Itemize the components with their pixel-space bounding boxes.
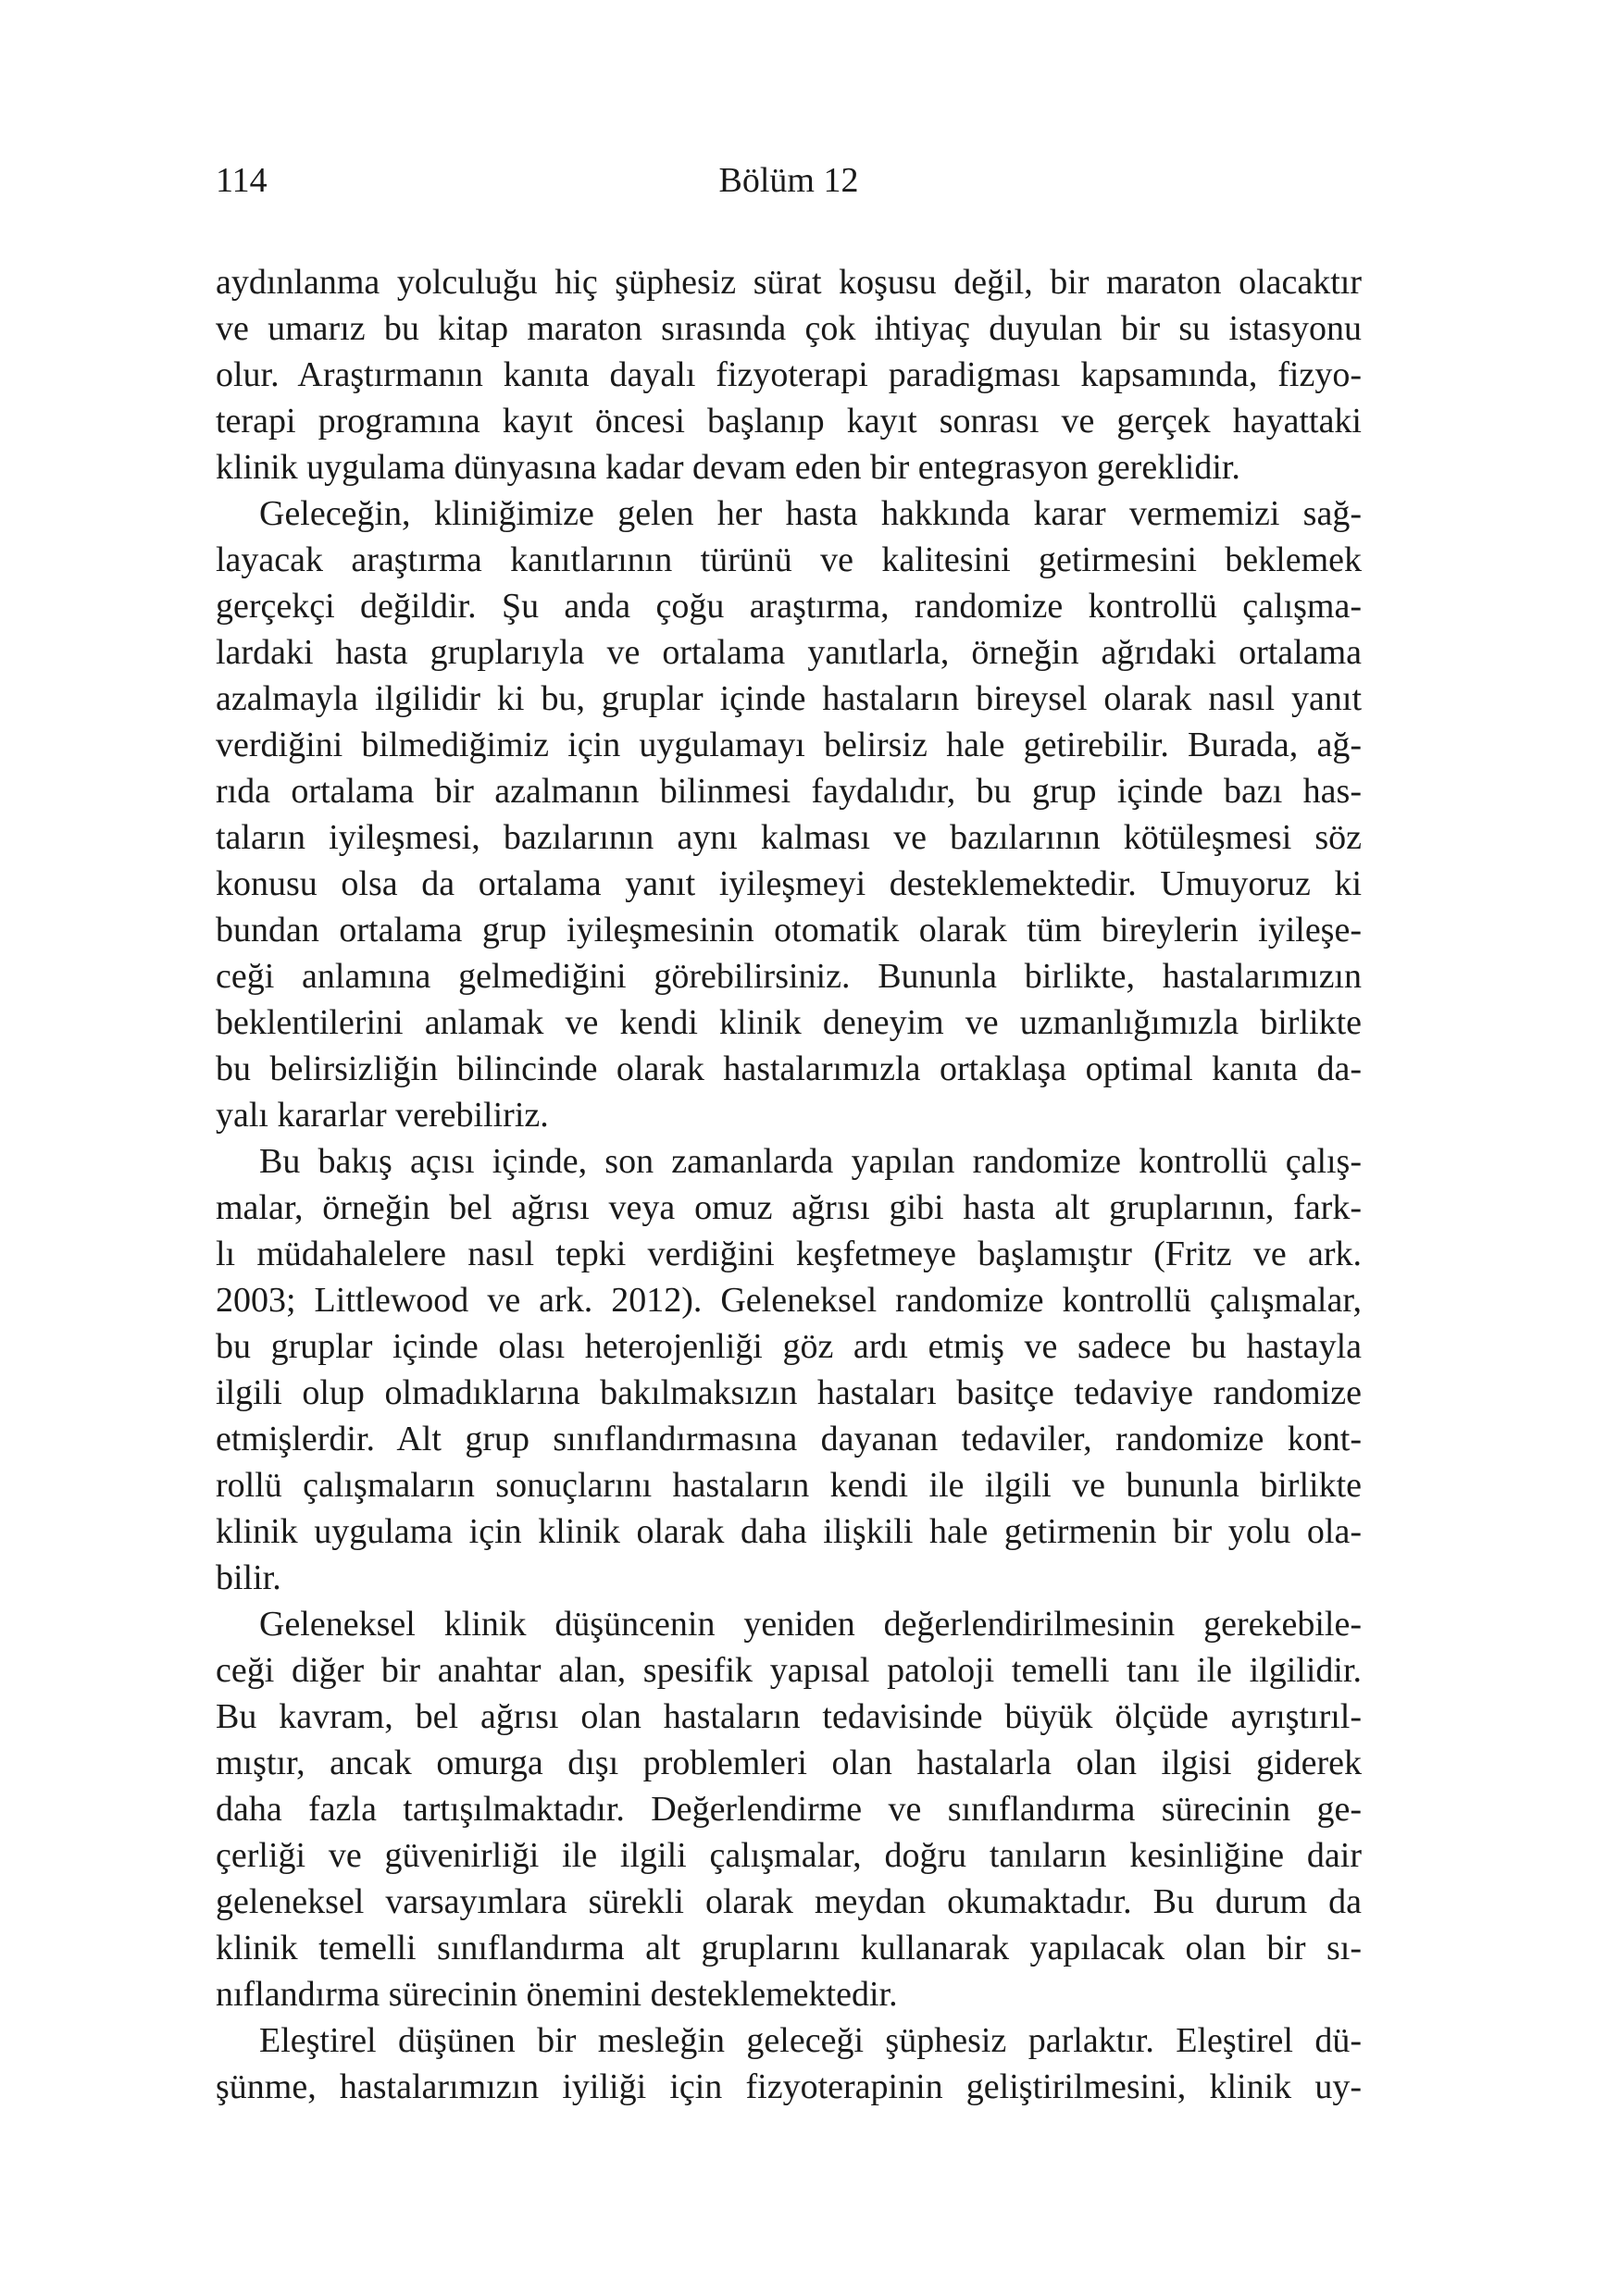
text-line: terapi programına kayıt öncesi başlanıp kayıt sonrası ve gerçek hayattaki bbox=[216, 402, 1362, 441]
text-line: rıda ortalama bir azalmanın bilinmesi faydalıdır, bu grup içinde bazı has- bbox=[216, 772, 1362, 811]
text-line: ceği diğer bir anahtar alan, spesifik yapısal patoloji temelli tanı ile ilgilidir. bbox=[216, 1651, 1362, 1690]
text-line: Bu bakış açısı içinde, son zamanlarda yapılan randomize kontrollü çalış- bbox=[259, 1142, 1362, 1181]
text-line: mıştır, ancak omurga dışı problemleri olan hastalarla olan ilgisi giderek bbox=[216, 1744, 1362, 1782]
text-line: azalmayla ilgilidir ki bu, gruplar içinde hastaların bireysel olarak nasıl yanıt bbox=[216, 679, 1362, 718]
text-line: bu belirsizliğin bilincinde olarak hastalarımızla ortaklaşa optimal kanıta da- bbox=[216, 1049, 1362, 1088]
text-line: şünme, hastalarımızın iyiliği için fizyoterapinin geliştirilmesini, klinik uy- bbox=[216, 2067, 1362, 2106]
text-line: Bu kavram, bel ağrısı olan hastaların tedavisinde büyük ölçüde ayrıştırıl- bbox=[216, 1697, 1362, 1736]
text-line: klinik temelli sınıflandırma alt gruplarını kullanarak yapılacak olan bir sı- bbox=[216, 1929, 1362, 1967]
text-line: lı müdahalelere nasıl tepki verdiğini keşfetmeye başlamıştır (Fritz ve ark. bbox=[216, 1235, 1362, 1273]
paragraph bbox=[216, 2017, 1362, 2110]
text-line: verdiğini bilmediğimiz için uygulamayı belirsiz hale getirebilir. Burada, ağ- bbox=[216, 726, 1362, 764]
text-line: konusu olsa da ortalama yanıt iyileşmeyi desteklemektedir. Umuyoruz ki bbox=[216, 864, 1362, 903]
text-line: klinik uygulama için klinik olarak daha ilişkili hale getirmenin bir yolu ola- bbox=[216, 1512, 1362, 1551]
page-number: 114 bbox=[216, 161, 268, 200]
text-line: lardaki hasta gruplarıyla ve ortalama yanıtlarla, örneğin ağrıdaki ortalama bbox=[216, 633, 1362, 672]
text-line: gerçekçi değildir. Şu anda çoğu araştırma, randomize kontrollü çalışma- bbox=[216, 587, 1362, 626]
text-line: ceği anlamına gelmediğini görebilirsiniz. Bununla birlikte, hastalarımızın bbox=[216, 957, 1362, 996]
text-line: klinik uygulama dünyasına kadar devam eden bir entegrasyon gereklidir. bbox=[216, 448, 1240, 487]
paragraph bbox=[216, 259, 1362, 490]
text-line: 2003; Littlewood ve ark. 2012). Geleneksel randomize kontrollü çalışmalar, bbox=[216, 1281, 1362, 1320]
text-line: bilir. bbox=[216, 1558, 281, 1597]
text-line: bundan ortalama grup iyileşmesinin otomatik olarak tüm bireylerin iyileşe- bbox=[216, 911, 1362, 949]
text-line: malar, örneğin bel ağrısı veya omuz ağrısı gibi hasta alt gruplarının, fark- bbox=[216, 1188, 1362, 1227]
running-head bbox=[216, 157, 1362, 204]
text-line: ilgili olup olmadıklarına bakılmaksızın hastaları basitçe tedaviye randomize bbox=[216, 1373, 1362, 1412]
text-line: ve umarız bu kitap maraton sırasında çok ihtiyaç duyulan bir su istasyonu bbox=[216, 309, 1362, 348]
paragraph bbox=[216, 1138, 1362, 1601]
text-line: layacak araştırma kanıtlarının türünü ve kalitesini getirmesini beklemek bbox=[216, 540, 1362, 579]
body-text bbox=[216, 259, 1362, 2110]
text-line: Geleneksel klinik düşüncenin yeniden değerlendirilmesinin gerekebile- bbox=[259, 1605, 1362, 1644]
paragraph bbox=[216, 490, 1362, 1138]
text-line: daha fazla tartışılmaktadır. Değerlendirme ve sınıflandırma sürecinin ge- bbox=[216, 1790, 1362, 1829]
text-line: olur. Araştırmanın kanıta dayalı fizyoterapi paradigması kapsamında, fizyo- bbox=[216, 355, 1362, 394]
text-line: beklentilerini anlamak ve kendi klinik deneyim ve uzmanlığımızla birlikte bbox=[216, 1003, 1362, 1042]
text-line: nıflandırma sürecinin önemini desteklemektedir. bbox=[216, 1975, 898, 2014]
chapter-title: Bölüm 12 bbox=[718, 161, 859, 200]
paragraph bbox=[216, 1601, 1362, 2017]
text-line: Geleceğin, kliniğimize gelen her hasta hakkında karar vermemizi sağ- bbox=[259, 494, 1362, 533]
text-line: geleneksel varsayımlara sürekli olarak meydan okumaktadır. Bu durum da bbox=[216, 1882, 1362, 1921]
text-line: etmişlerdir. Alt grup sınıflandırmasına dayanan tedaviler, randomize kont- bbox=[216, 1420, 1362, 1458]
text-line: çerliği ve güvenirliği ile ilgili çalışmalar, doğru tanıların kesinliğine dair bbox=[216, 1836, 1362, 1875]
text-line: yalı kararlar verebiliriz. bbox=[216, 1096, 549, 1135]
text-line: aydınlanma yolculuğu hiç şüphesiz sürat koşusu değil, bir maraton olacaktır bbox=[216, 263, 1362, 302]
text-line: taların iyileşmesi, bazılarının aynı kalması ve bazılarının kötüleşmesi söz bbox=[216, 818, 1362, 857]
text-line: rollü çalışmaların sonuçlarını hastaların kendi ile ilgili ve bununla birlikte bbox=[216, 1466, 1362, 1505]
text-line: bu gruplar içinde olası heterojenliği göz ardı etmiş ve sadece bu hastayla bbox=[216, 1327, 1362, 1366]
text-line: Eleştirel düşünen bir mesleğin geleceği şüphesiz parlaktır. Eleştirel dü- bbox=[259, 2021, 1362, 2060]
